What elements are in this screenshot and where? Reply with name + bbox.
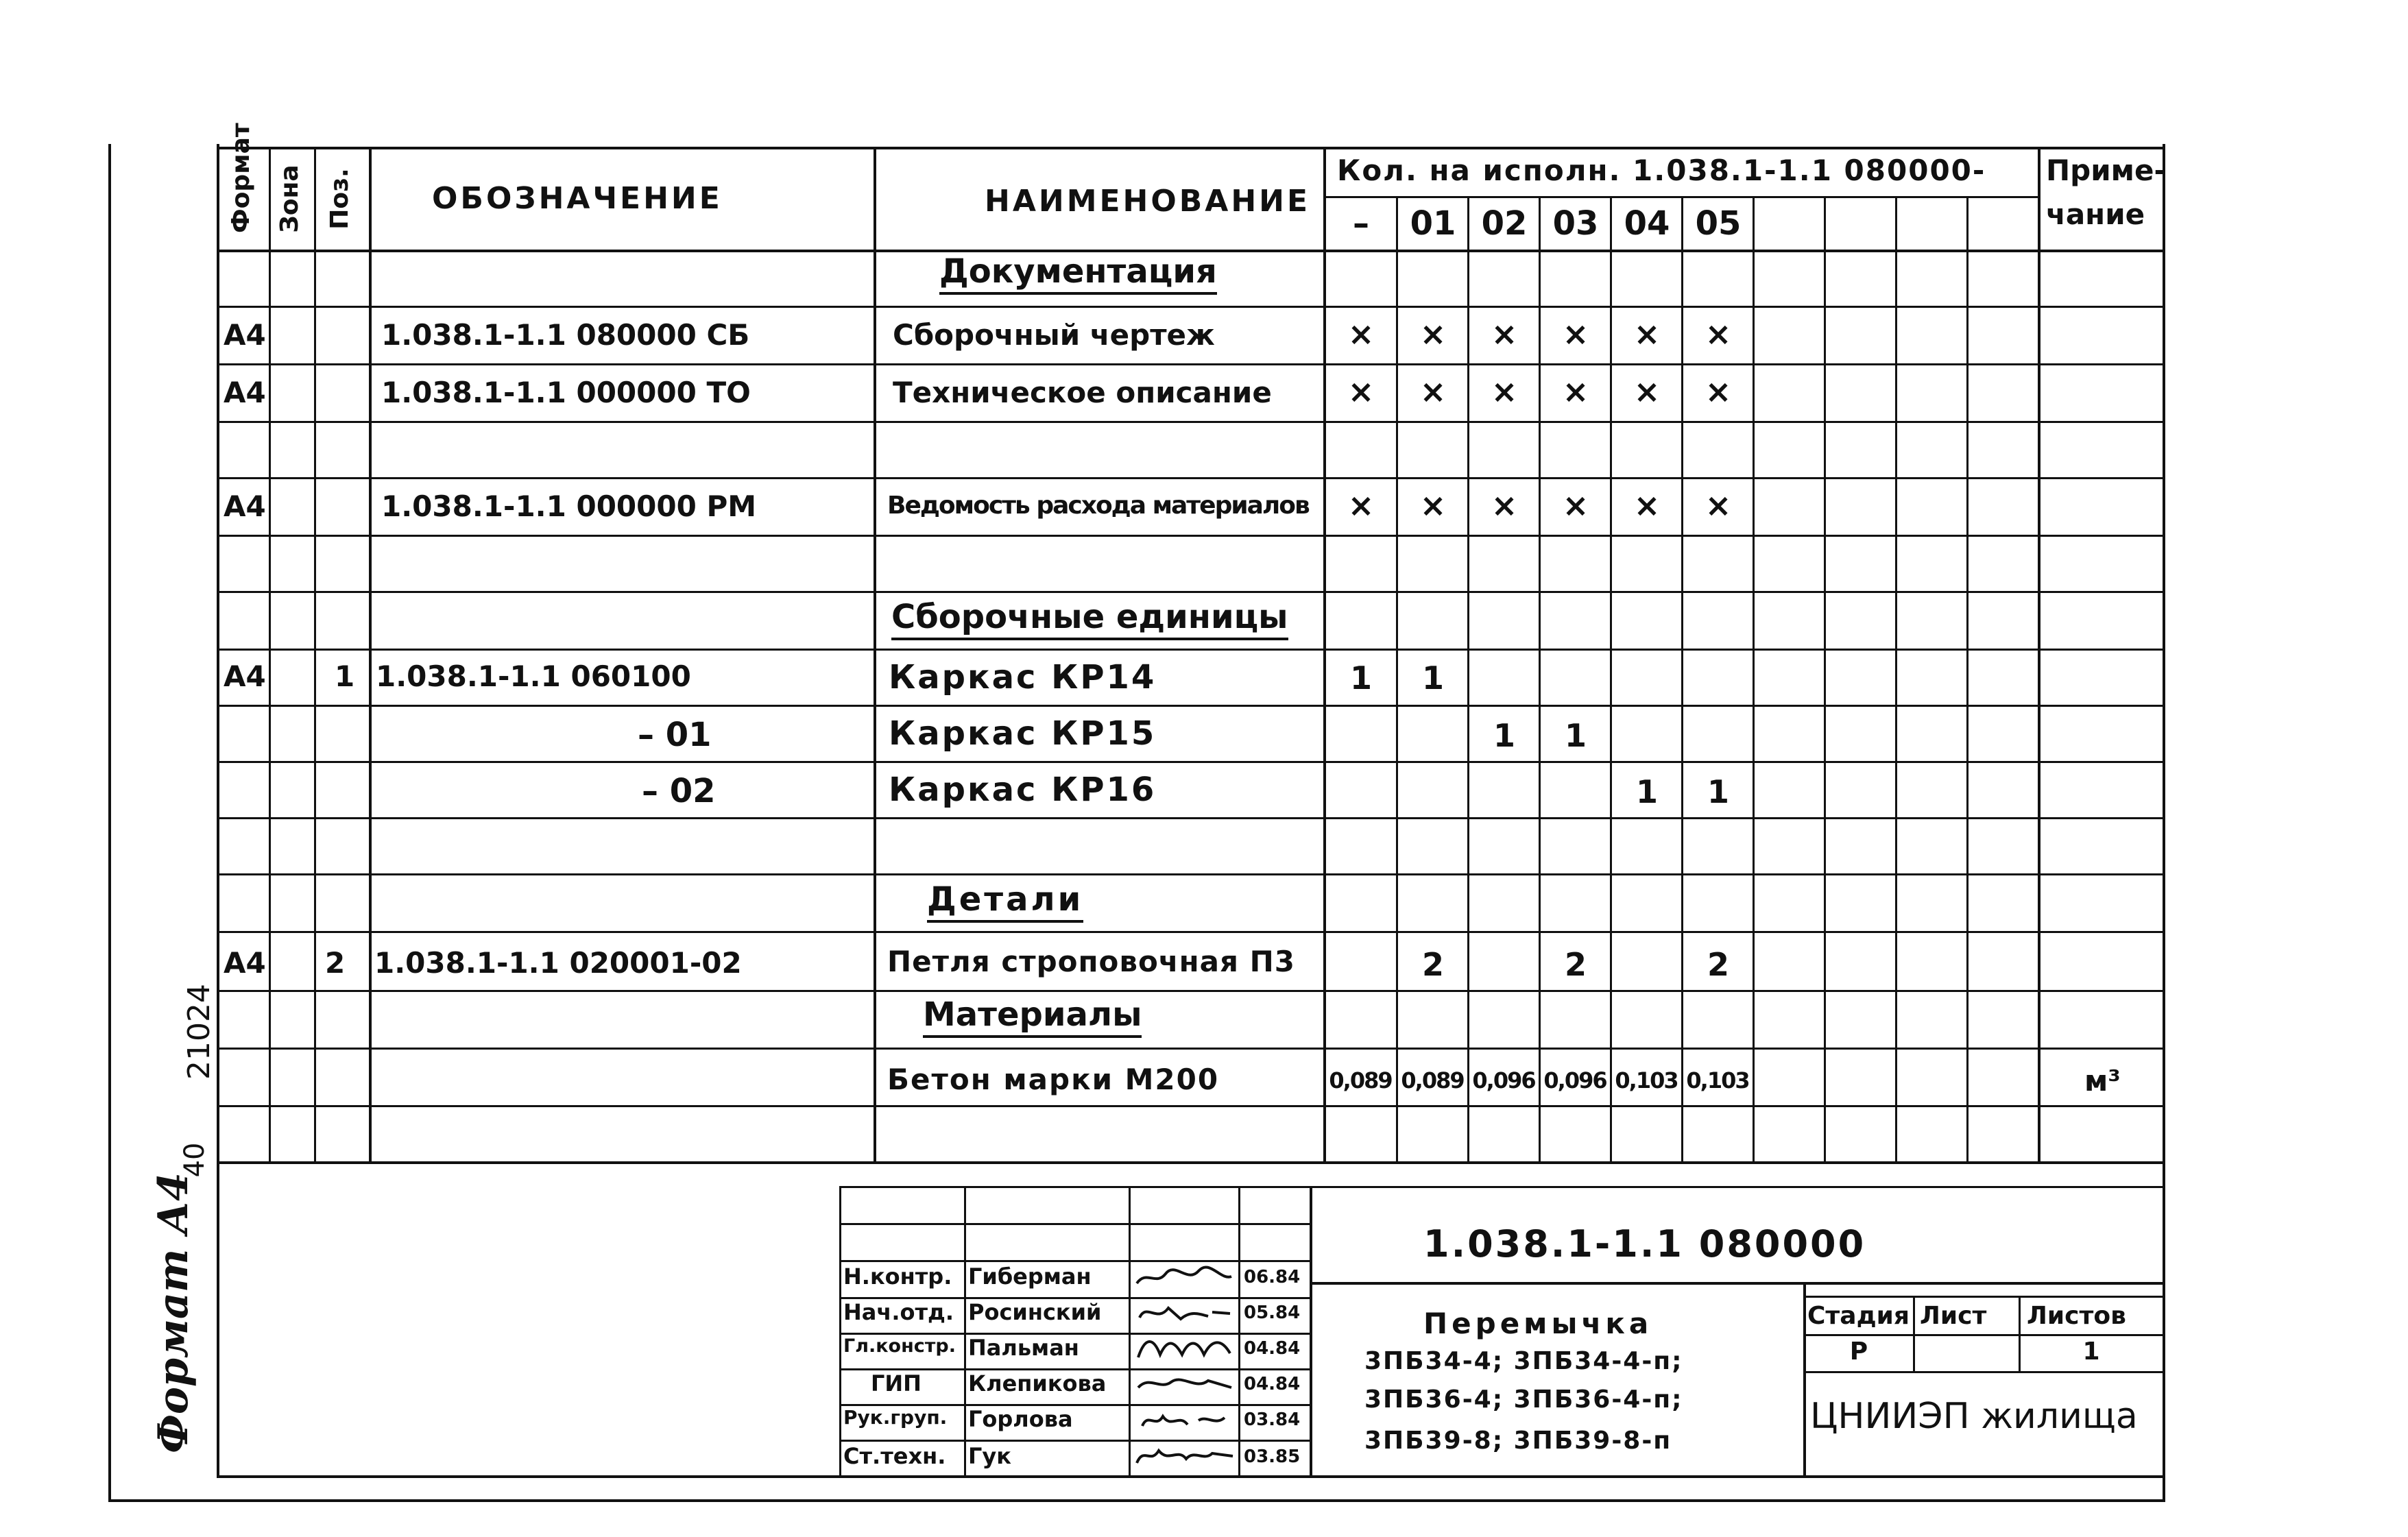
- tb-left-line: [839, 1186, 841, 1477]
- row-line-10: [217, 817, 2165, 819]
- tb-stage-label: Стадия: [1807, 1302, 1910, 1330]
- section-parts: Детали: [927, 883, 1083, 916]
- row-7-value-2: 0,096: [1472, 1067, 1535, 1093]
- section-documentation: Документация: [939, 255, 1217, 288]
- row-1-mark-4: ×: [1633, 373, 1661, 410]
- row-3-mark-0: 1: [1349, 659, 1372, 697]
- header-format: Формат: [227, 123, 255, 233]
- row-4-name: Каркас КР15: [889, 714, 1157, 753]
- signer-4-date: 03.84: [1244, 1409, 1301, 1430]
- tb-stage-top: [1803, 1296, 2165, 1298]
- row-1-mark-5: ×: [1705, 373, 1732, 410]
- row-5-name: Каркас КР16: [889, 771, 1157, 809]
- signature-4-icon: [1133, 1405, 1236, 1433]
- signer-1-name: Росинский: [968, 1299, 1102, 1325]
- tb-code-line: [1310, 1282, 2165, 1285]
- tb-stage-col-2: [2019, 1296, 2021, 1371]
- row-1-mark-2: ×: [1491, 373, 1518, 410]
- row-line-1: [217, 306, 2165, 308]
- tb-subtitle-2: 3ПБ36-4; 3ПБ36-4-п;: [1364, 1385, 1683, 1414]
- outer-frame-bottom: [108, 1499, 2165, 1502]
- signature-2-icon: [1133, 1334, 1236, 1361]
- signer-4-role: Рук.груп.: [843, 1406, 948, 1429]
- tb-row-line-1: [839, 1223, 1310, 1225]
- row-line-16: [217, 1161, 2165, 1164]
- signer-5-role: Ст.техн.: [843, 1443, 946, 1469]
- tb-top-line: [839, 1186, 2165, 1188]
- row-line-13: [217, 990, 2165, 992]
- variant-header-1: 01: [1410, 204, 1456, 243]
- header-pos: Поз.: [326, 168, 354, 230]
- row-7-value-4: 0,103: [1615, 1067, 1678, 1093]
- row-6-designation: 1.038.1-1.1 020001-02: [374, 946, 742, 980]
- row-1-designation: 1.038.1-1.1 000000 ТО: [381, 376, 751, 409]
- row-6-mark-3: 2: [1564, 946, 1587, 983]
- col-line-zone: [269, 147, 271, 1163]
- col-line-qty: [1323, 147, 1326, 1163]
- tb-subtitle-1: 3ПБ34-4; 3ПБ34-4-п;: [1364, 1347, 1683, 1375]
- margin-sheet-number: 40: [179, 1142, 210, 1178]
- row-4-mark-3: 1: [1564, 717, 1587, 754]
- signer-1-role: Нач.отд.: [843, 1299, 954, 1325]
- header-name: НАИМЕНОВАНИЕ: [985, 184, 1311, 219]
- row-7-value-5: 0,103: [1686, 1067, 1749, 1093]
- signer-2-date: 04.84: [1244, 1338, 1301, 1359]
- row-5-mark-5: 1: [1707, 773, 1729, 810]
- col-line-v08: [1895, 196, 1897, 1163]
- signer-3-name: Клепикова: [968, 1370, 1107, 1396]
- tb-stage-col-1: [1913, 1296, 1915, 1371]
- signature-0-icon: [1133, 1263, 1236, 1290]
- section-materials: Материалы: [923, 998, 1142, 1031]
- row-6-mark-1: 2: [1421, 946, 1444, 983]
- tb-col-name: [964, 1186, 966, 1477]
- col-line-note: [2038, 147, 2040, 1163]
- row-1-mark-1: ×: [1419, 373, 1447, 410]
- tb-stage-line-1: [1803, 1334, 2165, 1336]
- frame-right: [2163, 144, 2165, 1501]
- row-7-value-3: 0,096: [1543, 1067, 1606, 1093]
- signer-0-date: 06.84: [1244, 1267, 1301, 1287]
- col-line-v07: [1824, 196, 1826, 1163]
- row-3-pos: 1: [335, 659, 355, 693]
- row-0-mark-5: ×: [1705, 315, 1732, 352]
- row-0-format: А4: [224, 318, 266, 352]
- row-4-designation: – 01: [638, 716, 712, 754]
- header-note-1: Приме-: [2046, 154, 2166, 187]
- header-zone: Зона: [276, 165, 304, 233]
- row-line-4: [217, 477, 2165, 479]
- signer-0-role: Н.контр.: [843, 1263, 952, 1290]
- row-5-designation: – 02: [642, 772, 716, 810]
- row-2-mark-2: ×: [1491, 487, 1518, 524]
- row-0-name: Сборочный чертеж: [893, 318, 1215, 352]
- header-designation: ОБОЗНАЧЕНИЕ: [432, 181, 723, 216]
- variant-header-4: 04: [1624, 204, 1670, 243]
- signer-0-name: Гиберман: [968, 1263, 1092, 1290]
- row-7-value-1: 0,089: [1401, 1067, 1464, 1093]
- tb-divider-main: [1310, 1186, 1312, 1477]
- tb-org: ЦНИИЭП жилища: [1810, 1396, 2138, 1437]
- col-line-v03: [1539, 196, 1541, 1163]
- variant-header-2: 02: [1481, 204, 1528, 243]
- row-0-mark-0: ×: [1347, 315, 1375, 352]
- col-line-designation: [369, 147, 372, 1163]
- row-2-mark-3: ×: [1562, 487, 1589, 524]
- tb-sheets-label: Листов: [2027, 1302, 2126, 1330]
- signer-3-role: ГИП: [871, 1370, 922, 1396]
- tb-col-date: [1238, 1186, 1240, 1477]
- col-line-v04: [1610, 196, 1612, 1163]
- tb-code: 1.038.1-1.1 080000: [1423, 1222, 1866, 1266]
- row-2-format: А4: [224, 489, 266, 523]
- row-line-2: [217, 363, 2165, 365]
- signer-2-name: Пальман: [968, 1335, 1079, 1361]
- qty-subheader-line: [1323, 196, 2038, 198]
- tb-row-line-7: [839, 1440, 1310, 1442]
- tb-sheets-value: 1: [2082, 1338, 2100, 1366]
- row-3-mark-1: 1: [1421, 659, 1444, 697]
- row-0-designation: 1.038.1-1.1 080000 СБ: [381, 318, 750, 352]
- row-3-format: А4: [224, 659, 266, 693]
- signer-3-date: 04.84: [1244, 1374, 1301, 1394]
- row-5-mark-4: 1: [1635, 773, 1658, 810]
- row-2-name: Ведомость расхода материалов: [887, 492, 1309, 520]
- inner-frame-bottom: [217, 1475, 2165, 1478]
- row-line-14: [217, 1048, 2165, 1050]
- tb-col-sign: [1129, 1186, 1131, 1477]
- section-assemblies: Сборочные единицы: [891, 601, 1288, 633]
- row-1-mark-3: ×: [1562, 373, 1589, 410]
- signature-3-icon: [1133, 1370, 1236, 1397]
- row-1-name: Техническое описание: [893, 376, 1272, 409]
- col-line-v06: [1753, 196, 1755, 1163]
- row-2-mark-0: ×: [1347, 487, 1375, 524]
- col-line-pos: [314, 147, 316, 1163]
- signer-2-role: Гл.констр.: [843, 1335, 956, 1357]
- row-0-mark-4: ×: [1633, 315, 1661, 352]
- tb-stage-divider: [1803, 1282, 1806, 1477]
- row-line-3: [217, 421, 2165, 423]
- frame-top: [217, 147, 2165, 149]
- row-6-pos: 2: [325, 946, 346, 980]
- row-2-mark-5: ×: [1705, 487, 1732, 524]
- row-line-9: [217, 761, 2165, 763]
- signature-5-icon: [1133, 1441, 1236, 1468]
- header-qty: Кол. на исполн. 1.038.1-1.1 080000-: [1337, 154, 1986, 187]
- tb-stage-line-2: [1803, 1371, 2165, 1373]
- row-6-name: Петля строповочная П3: [887, 945, 1295, 978]
- col-line-name: [874, 147, 876, 1163]
- margin-format-note: Формат А4: [149, 1172, 197, 1453]
- row-line-6: [217, 591, 2165, 593]
- row-line-7: [217, 649, 2165, 651]
- signer-1-date: 05.84: [1244, 1303, 1301, 1323]
- variant-header-5: 05: [1695, 204, 1742, 243]
- row-line-15: [217, 1105, 2165, 1107]
- row-7-note: м³: [2084, 1064, 2121, 1098]
- row-6-format: А4: [224, 946, 266, 980]
- row-0-mark-2: ×: [1491, 315, 1518, 352]
- col-line-v05: [1681, 196, 1683, 1163]
- row-2-mark-1: ×: [1419, 487, 1447, 524]
- row-1-mark-0: ×: [1347, 373, 1375, 410]
- tb-title: Перемычка: [1423, 1307, 1653, 1340]
- margin-inv-number: 21024: [182, 984, 217, 1080]
- row-line-5: [217, 535, 2165, 537]
- row-3-name: Каркас КР14: [889, 658, 1157, 697]
- row-line-12: [217, 931, 2165, 933]
- row-4-mark-2: 1: [1493, 717, 1515, 754]
- row-line-11: [217, 873, 2165, 875]
- row-6-mark-5: 2: [1707, 946, 1729, 983]
- row-7-name: Бетон марки М200: [887, 1063, 1220, 1096]
- col-line-v01: [1396, 196, 1398, 1163]
- signer-5-name: Гук: [968, 1443, 1011, 1469]
- tb-stage-value: Р: [1849, 1338, 1868, 1366]
- signature-1-icon: [1133, 1298, 1236, 1326]
- variant-header-0: –: [1353, 204, 1369, 243]
- inner-frame-left: [217, 144, 219, 1477]
- header-note-2: чание: [2046, 197, 2145, 231]
- row-0-mark-1: ×: [1419, 315, 1447, 352]
- variant-header-3: 03: [1552, 204, 1599, 243]
- outer-frame-left: [108, 144, 111, 1501]
- row-1-format: А4: [224, 376, 266, 409]
- row-2-mark-4: ×: [1633, 487, 1661, 524]
- row-0-mark-3: ×: [1562, 315, 1589, 352]
- tb-sheet-label: Лист: [1920, 1302, 1987, 1330]
- col-line-v02: [1467, 196, 1469, 1163]
- row-line-8: [217, 705, 2165, 707]
- col-line-v09: [1966, 196, 1968, 1163]
- signer-5-date: 03.85: [1244, 1447, 1301, 1467]
- row-7-value-0: 0,089: [1329, 1067, 1392, 1093]
- tb-subtitle-3: 3ПБ39-8; 3ПБ39-8-п: [1364, 1427, 1672, 1455]
- signer-4-name: Горлова: [968, 1406, 1073, 1432]
- row-3-designation: 1.038.1-1.1 060100: [376, 659, 691, 693]
- row-2-designation: 1.038.1-1.1 000000 РМ: [381, 489, 757, 523]
- tb-row-line-2: [839, 1260, 1310, 1262]
